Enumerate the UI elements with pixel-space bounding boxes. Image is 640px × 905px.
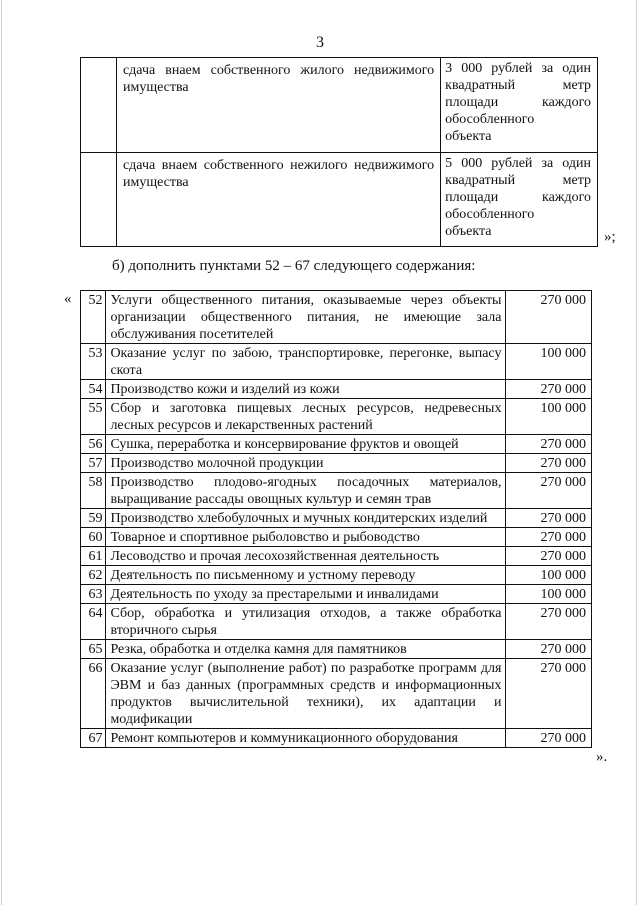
item-number: 59: [81, 509, 106, 528]
table-row: [81, 344, 592, 380]
activity-description: Оказание услуг по забою, транспортировке, перегонке, выпасу скота: [106, 344, 506, 380]
rate-line: объекта: [445, 129, 492, 144]
table-row: [81, 454, 592, 473]
activity-description: сдача внаем собственного жилого недвижимого имущества: [116, 58, 440, 153]
table-row: [81, 473, 592, 509]
amount-cell: 100 000: [506, 566, 592, 585]
activity-description: Производство кожи и изделий из кожи: [106, 380, 506, 399]
rate-cell: [441, 153, 598, 247]
item-number: 53: [81, 344, 106, 380]
activity-description: Производство плодово-ягодных посадочных материалов, выращивание рассады овощных культур и семян трав: [106, 473, 506, 509]
item-number: 55: [81, 399, 106, 435]
amount-cell: 270 000: [506, 435, 592, 454]
table-row: [81, 585, 592, 604]
table-row: [81, 509, 592, 528]
activity-description: Резка, обработка и отделка камня для памятников: [106, 640, 506, 659]
activity-description: Деятельность по письменному и устному переводу: [106, 566, 506, 585]
table-row: [81, 399, 592, 435]
amount-cell: 270 000: [506, 604, 592, 640]
rate-line: обособленного: [445, 112, 535, 127]
item-number: 65: [81, 640, 106, 659]
activity-description: Лесоводство и прочая лесохозяйственная деятельность: [106, 547, 506, 566]
table-row: [81, 604, 592, 640]
item-number: 67: [81, 729, 106, 748]
table-cell-empty: [81, 153, 117, 247]
table-row: [81, 435, 592, 454]
table-cell-empty: [81, 58, 117, 153]
activity-description: Оказание услуг (выполнение работ) по разработке программ для ЭВМ и баз данных (программных средств и информационных продуктов вычислительной техники), их адаптации и модификации: [106, 659, 506, 729]
table-row: [81, 566, 592, 585]
activities-table-body: [81, 291, 592, 748]
activities-table: [80, 290, 592, 748]
item-number: 61: [81, 547, 106, 566]
activity-description: Товарное и спортивное рыболовство и рыбоводство: [106, 528, 506, 547]
rate-line: площади каждого: [445, 190, 591, 205]
top-table: [80, 57, 598, 247]
amount-cell: 270 000: [506, 291, 592, 344]
amount-cell: 100 000: [506, 399, 592, 435]
rate-line: квадратный метр: [445, 173, 591, 188]
amount-cell: 270 000: [506, 473, 592, 509]
table-row: [81, 380, 592, 399]
amount-cell: 270 000: [506, 528, 592, 547]
amendment-text: б) дополнить пунктами 52 – 67 следующего содержания:: [112, 258, 476, 274]
item-number: 56: [81, 435, 106, 454]
amount-cell: 270 000: [506, 729, 592, 748]
table-row: [81, 528, 592, 547]
rate-line: площади каждого: [445, 95, 591, 110]
amount-cell: 270 000: [506, 547, 592, 566]
activity-description: Ремонт компьютеров и коммуникационного оборудования: [106, 729, 506, 748]
item-number: 64: [81, 604, 106, 640]
item-number: 58: [81, 473, 106, 509]
table-row: [81, 640, 592, 659]
activity-description: Сушка, переработка и консервирование фруктов и овощей: [106, 435, 506, 454]
table-row: [81, 153, 598, 247]
table-row: [81, 58, 598, 153]
closing-quote: »;: [604, 229, 616, 245]
table-row: [81, 659, 592, 729]
item-number: 52: [81, 291, 106, 344]
item-number: 66: [81, 659, 106, 729]
page-number: 3: [316, 34, 324, 51]
page-edge-left: [1, 0, 2, 905]
amount-cell: 270 000: [506, 380, 592, 399]
rate-line: 5 000 рублей за один: [445, 156, 591, 171]
item-number: 62: [81, 566, 106, 585]
item-number: 54: [81, 380, 106, 399]
activity-description: Производство молочной продукции: [106, 454, 506, 473]
closing-quote-final: ».: [596, 749, 608, 765]
rate-line: квадратный метр: [445, 78, 591, 93]
activity-description: Сбор и заготовка пищевых лесных ресурсов, недревесных лесных ресурсов и лекарственных растений: [106, 399, 506, 435]
page-edge-right: [636, 0, 637, 905]
table-row: [81, 291, 592, 344]
item-number: 60: [81, 528, 106, 547]
rate-line: обособленного: [445, 207, 535, 222]
item-number: 63: [81, 585, 106, 604]
rate-line: объекта: [445, 224, 492, 239]
table-row: [81, 547, 592, 566]
amount-cell: 100 000: [506, 585, 592, 604]
amount-cell: 270 000: [506, 640, 592, 659]
activity-description: Деятельность по уходу за престарелыми и инвалидами: [106, 585, 506, 604]
rate-cell: [441, 58, 598, 153]
amount-cell: 270 000: [506, 509, 592, 528]
activity-description: сдача внаем собственного нежилого недвижимого имущества: [116, 153, 440, 247]
table-row: [81, 729, 592, 748]
amount-cell: 270 000: [506, 454, 592, 473]
amount-cell: 270 000: [506, 659, 592, 729]
activity-description: Производство хлебобулочных и мучных кондитерских изделий: [106, 509, 506, 528]
item-number: 57: [81, 454, 106, 473]
amount-cell: 100 000: [506, 344, 592, 380]
opening-quote: «: [64, 291, 72, 307]
rate-line: 3 000 рублей за один: [445, 61, 591, 76]
activity-description: Услуги общественного питания, оказываемые через объекты организации общественного питания, не имеющие зала обслуживания посетителей: [106, 291, 506, 344]
activity-description: Сбор, обработка и утилизация отходов, а также обработка вторичного сырья: [106, 604, 506, 640]
